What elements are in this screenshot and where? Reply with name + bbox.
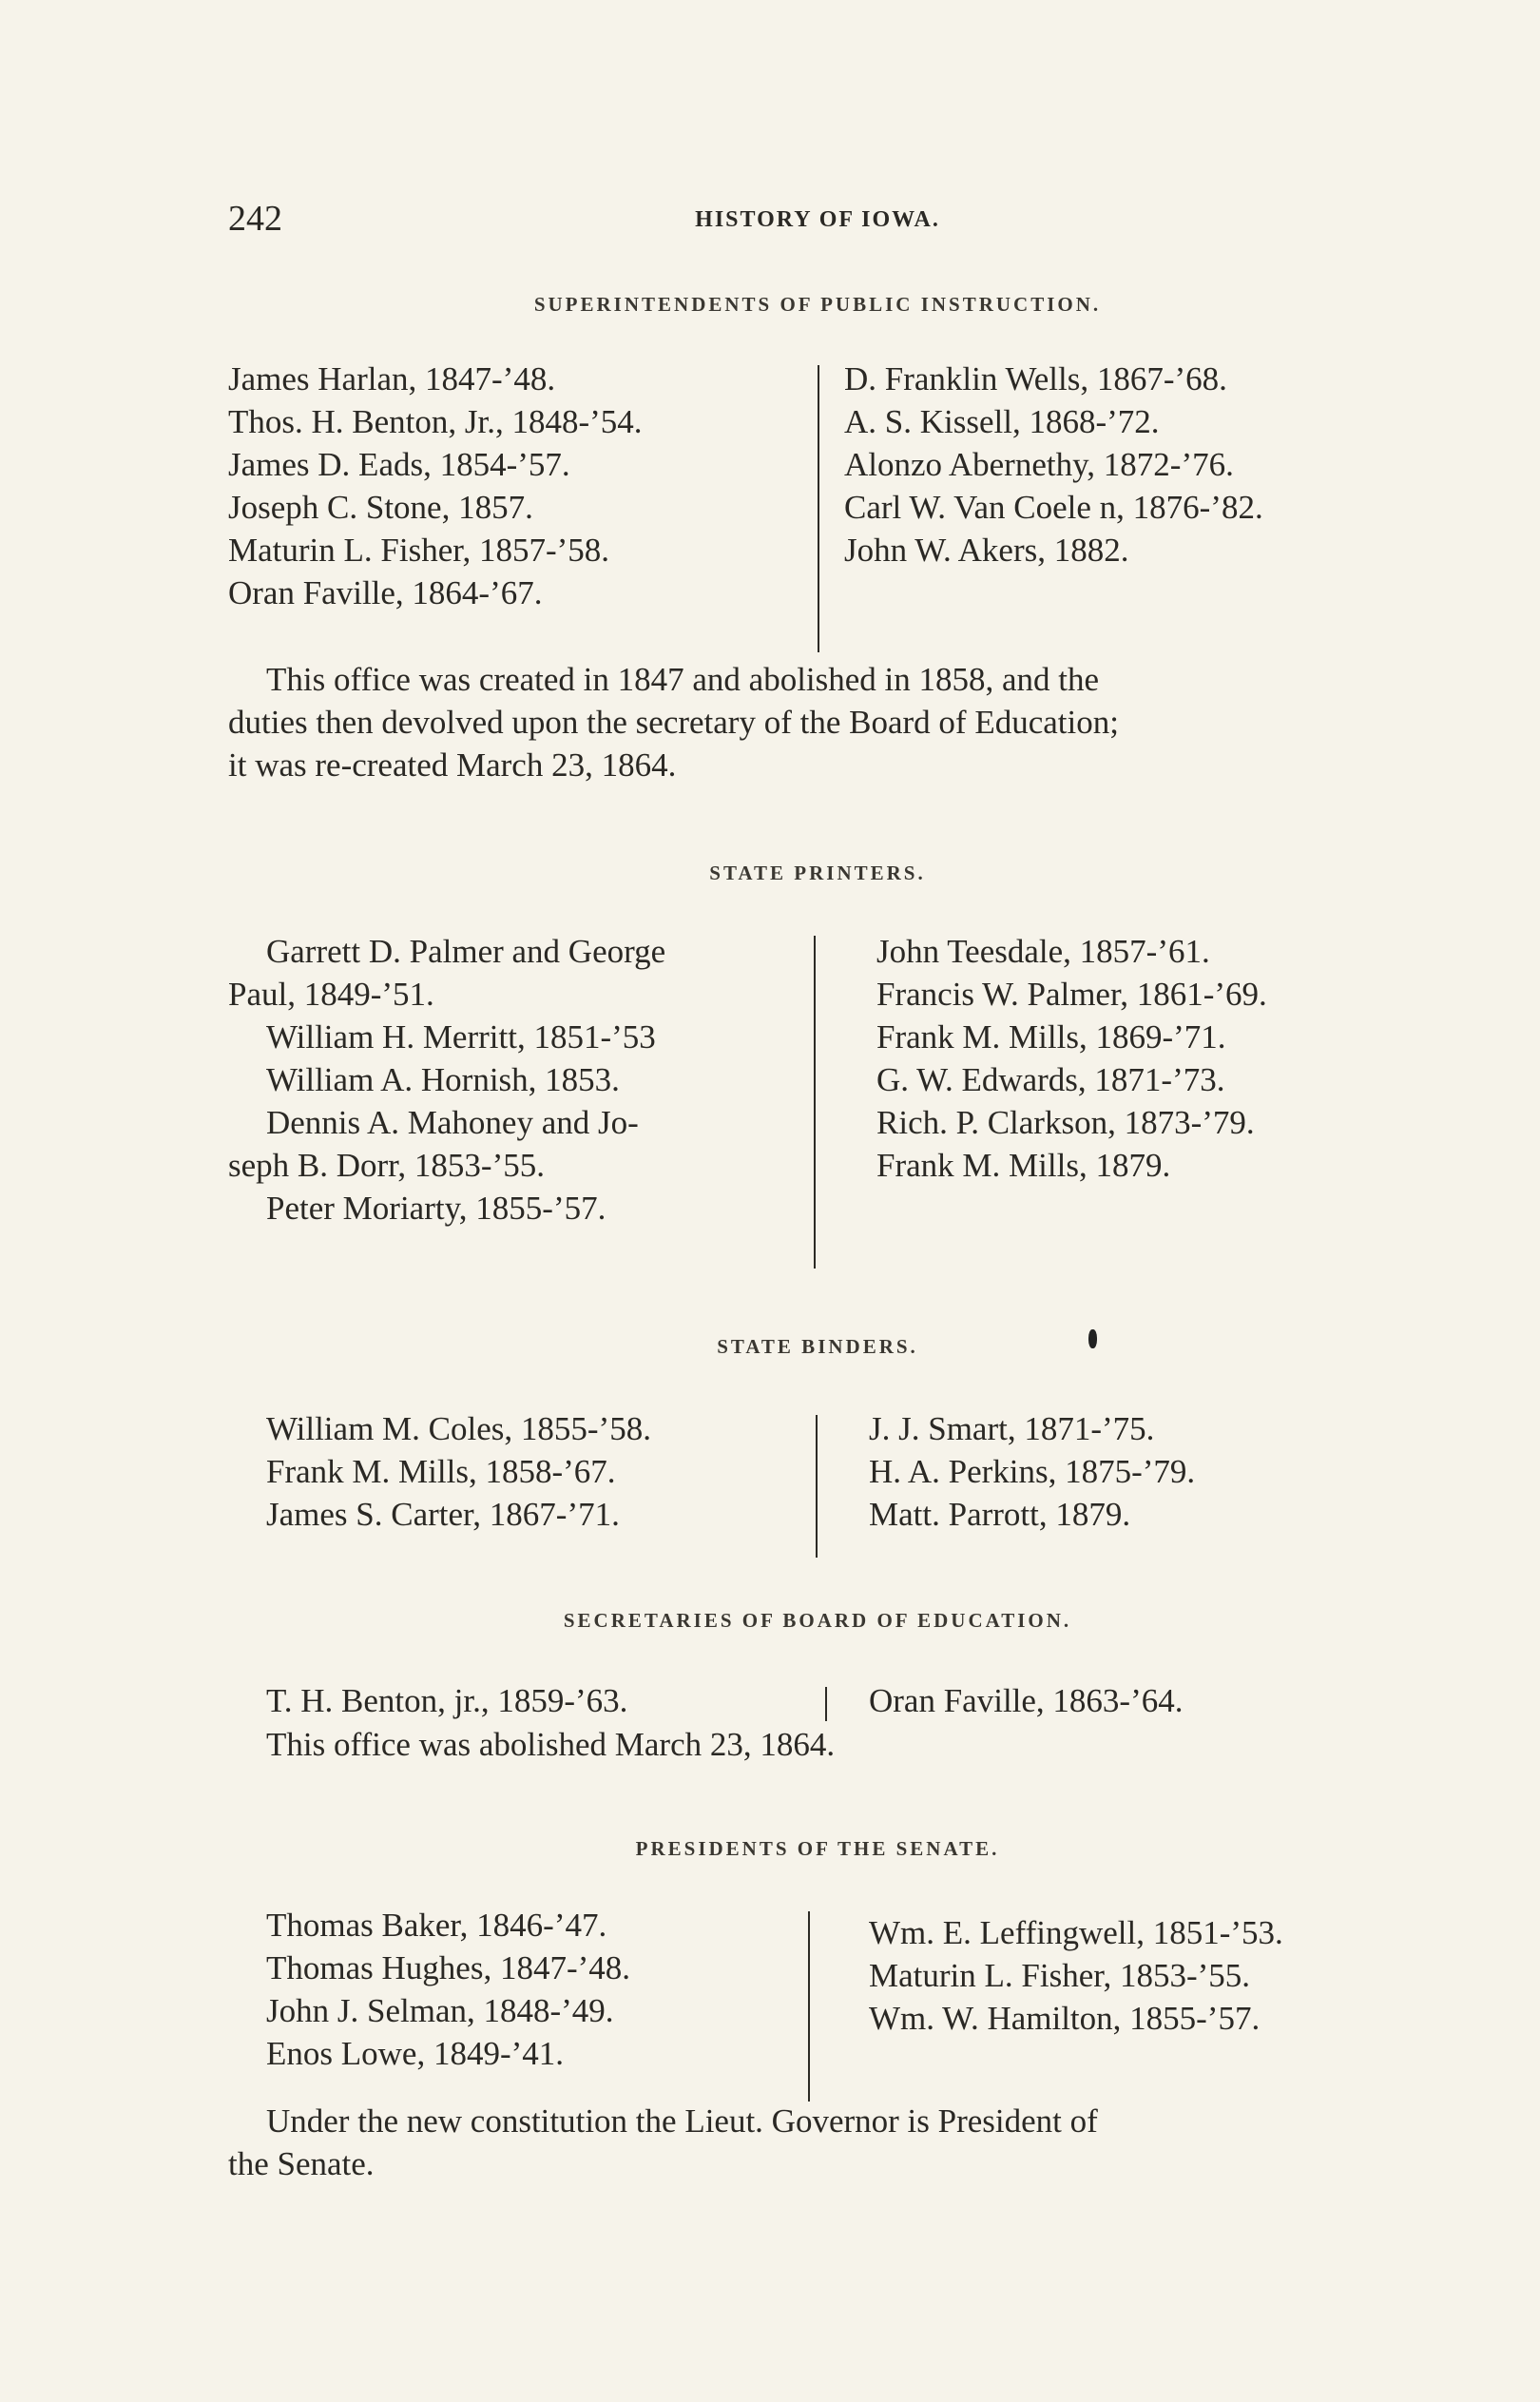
secretaries-left-column	[266, 1679, 627, 1722]
list-item: Frank M. Mills, 1869-’71.	[876, 1018, 1226, 1056]
list-item: William H. Merritt, 1851-’53	[266, 1018, 656, 1056]
secretaries-right-column	[869, 1679, 1183, 1722]
list-item: Thomas Baker, 1846-’47.	[266, 1907, 607, 1944]
list-item: G. W. Edwards, 1871-’73.	[876, 1061, 1225, 1098]
list-item: Oran Faville, 1864-’67.	[228, 574, 543, 611]
ink-blot	[1088, 1329, 1097, 1348]
binders-left-column	[266, 1407, 651, 1536]
list-item: Dennis A. Mahoney and Jo-	[266, 1104, 639, 1141]
list-item: T. H. Benton, jr., 1859-’63.	[266, 1682, 628, 1719]
list-item: Paul, 1849-’51.	[228, 976, 434, 1013]
list-item: Peter Moriarty, 1855-’57.	[266, 1190, 606, 1227]
page-number: 242	[228, 199, 282, 239]
list-item: John J. Selman, 1848-’49.	[266, 1992, 614, 2029]
list-item: Thos. H. Benton, Jr., 1848-’54.	[228, 403, 643, 440]
list-item: Matt. Parrott, 1879.	[869, 1496, 1131, 1533]
senate-left-column	[266, 1904, 630, 2075]
column-divider	[818, 365, 819, 652]
running-title: HISTORY OF IOWA.	[695, 207, 940, 232]
superintendents-note	[228, 658, 1407, 786]
note-line: the Senate.	[228, 2145, 375, 2182]
superintendents-left-column	[228, 358, 643, 614]
list-item: John W. Akers, 1882.	[844, 532, 1129, 569]
list-item: J. J. Smart, 1871-’75.	[869, 1410, 1155, 1447]
list-item: John Teesdale, 1857-’61.	[876, 933, 1210, 970]
list-item: Wm. W. Hamilton, 1855-’57.	[869, 2000, 1261, 2037]
list-item: William M. Coles, 1855-’58.	[266, 1410, 651, 1447]
list-item: seph B. Dorr, 1853-’55.	[228, 1147, 545, 1184]
column-divider	[825, 1687, 827, 1721]
list-item: Francis W. Palmer, 1861-’69.	[876, 976, 1267, 1013]
list-item: Rich. P. Clarkson, 1873-’79.	[876, 1104, 1255, 1141]
section-title-printers: STATE PRINTERS.	[709, 862, 926, 884]
list-item: A. S. Kissell, 1868-’72.	[844, 403, 1160, 440]
list-item: James Harlan, 1847-’48.	[228, 360, 556, 397]
section-title-senate: PRESIDENTS OF THE SENATE.	[635, 1837, 1000, 1860]
binders-right-column	[869, 1407, 1195, 1536]
section-title-binders: STATE BINDERS.	[717, 1335, 918, 1358]
section-title-secretaries: SECRETARIES OF BOARD OF EDUCATION.	[563, 1609, 1072, 1632]
list-item: Frank M. Mills, 1858-’67.	[266, 1453, 616, 1490]
superintendents-right-column	[844, 358, 1263, 571]
list-item: H. A. Perkins, 1875-’79.	[869, 1453, 1196, 1490]
printers-left-column	[228, 930, 665, 1230]
list-item: Maturin L. Fisher, 1857-’58.	[228, 532, 610, 569]
list-item: Enos Lowe, 1849-’41.	[266, 2035, 565, 2072]
note-line: This office was created in 1847 and abolished in 1858, and the	[266, 661, 1100, 698]
column-divider	[808, 1911, 810, 2102]
list-item: Frank M. Mills, 1879.	[876, 1147, 1171, 1184]
list-item: Joseph C. Stone, 1857.	[228, 489, 533, 526]
column-divider	[816, 1415, 818, 1558]
list-item: Thomas Hughes, 1847-’48.	[266, 1949, 631, 1986]
list-item: Alonzo Abernethy, 1872-’76.	[844, 446, 1234, 483]
list-item: D. Franklin Wells, 1867-’68.	[844, 360, 1227, 397]
printers-right-column	[876, 930, 1267, 1187]
list-item: Garrett D. Palmer and George	[266, 933, 666, 970]
list-item: Carl W. Van Coele n, 1876-’82.	[844, 489, 1263, 526]
list-item: James D. Eads, 1854-’57.	[228, 446, 570, 483]
secretaries-note	[266, 1723, 1407, 1766]
page-header	[228, 198, 1407, 245]
section-title-superintendents: SUPERINTENDENTS OF PUBLIC INSTRUCTION.	[533, 293, 1102, 316]
senate-right-column	[869, 1911, 1283, 2040]
senate-note	[228, 2100, 1407, 2185]
list-item: Oran Faville, 1863-’64.	[869, 1682, 1184, 1719]
list-item: William A. Hornish, 1853.	[266, 1061, 620, 1098]
list-item: Maturin L. Fisher, 1853-’55.	[869, 1957, 1251, 1994]
note-line: it was re-created March 23, 1864.	[228, 746, 677, 784]
note-line: duties then devolved upon the secretary of the Board of Education;	[228, 704, 1119, 741]
list-item: James S. Carter, 1867-’71.	[266, 1496, 620, 1533]
note-line: Under the new constitution the Lieut. Governor is President of	[266, 2102, 1098, 2140]
list-item: Wm. E. Leffingwell, 1851-’53.	[869, 1914, 1283, 1951]
note-line: This office was abolished March 23, 1864.	[266, 1726, 836, 1763]
column-divider	[814, 936, 816, 1269]
